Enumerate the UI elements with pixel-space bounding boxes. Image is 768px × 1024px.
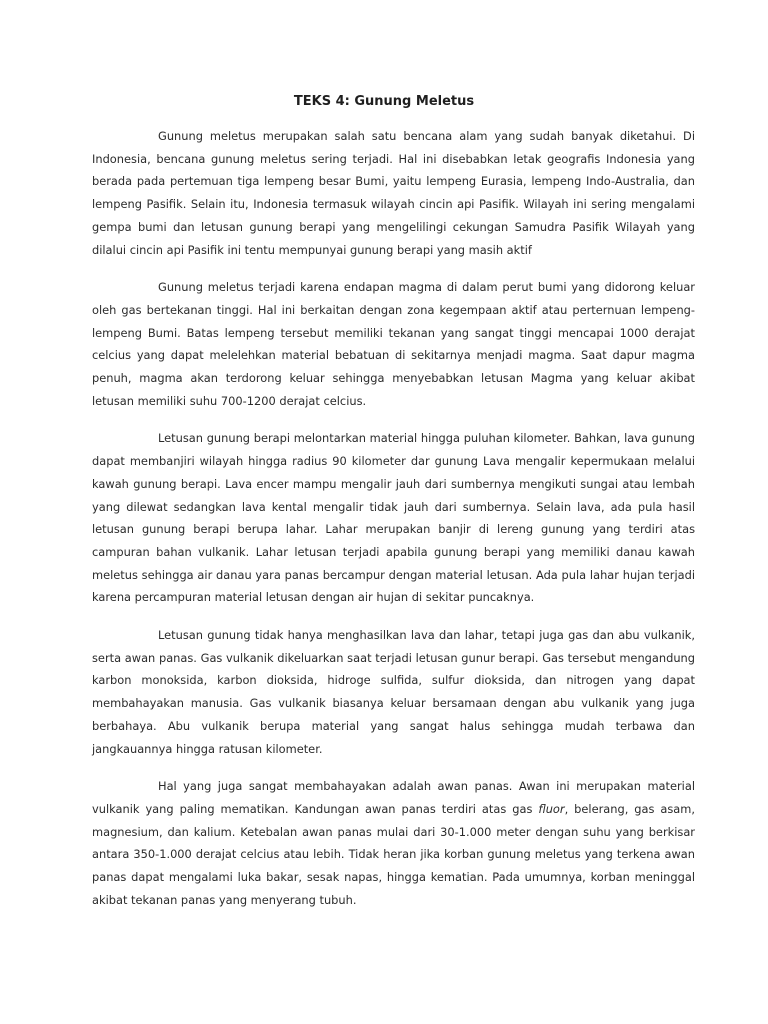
paragraph-5-text-after: , belerang, gas asam, magnesium, dan kalium. Ketebalan awan panas mulai dari 30-1.000 meter dengan suhu yang berkisar antara 350-1.000 derajat celcius atau lebih. Tidak heran jika korban gunung meletus yang terkena awan panas dapat mengalami luka bakar, sesak napas, hingga kematian. Pada umumnya, korban meninggal akibat tekanan panas yang menyerang tubuh. (92, 801, 695, 907)
paragraph-5-text-before: Hal yang juga sangat membahayakan adalah awan panas. Awan ini merupakan material vulkanik yang paling mematikan. Kandungan awan panas terdiri atas gas (92, 779, 695, 816)
paragraph-5-italic-term: fluor (538, 801, 565, 816)
paragraph-3: Letusan gunung berapi melontarkan material hingga puluhan kilometer. Bahkan, lava gunung dapat membanjiri wilayah hingga radius 90 kilometer dar gunung Lava mengalir kepermukaan melalui kawah gunung berapi. Lava encer mampu mengalir jauh dari sumbernya mengikuti sungai atau lembah yang dilewat sedangkan lava kental mengalir tidak jauh dari sumbernya. Selain lava, ada pula hasil letusan gunung berapi berupa lahar. Lahar merupakan banjir di lereng gunung yang terdiri atas campuran bahan vulkanik. Lahar letusan terjadi apabila gunung berapi yang memiliki danau kawah meletus sehingga air danau yara panas bercampur dengan material letusan. Ada pula lahar hujan terjadi karena percampuran material letusan dengan air hujan di sekitar puncaknya. (92, 431, 695, 605)
paragraph-5 (92, 775, 695, 911)
document-title: TEKS 4: Gunung Meletus (293, 94, 475, 109)
document-body (92, 125, 695, 927)
paragraph-1: Gunung meletus merupakan salah satu bencana alam yang sudah banyak diketahui. Di Indonesia, bencana gunung meletus sering terjadi. Hal ini disebabkan letak geografis Indonesia yang berada pada pertemuan tiga lempeng besar Bumi, yaitu lempeng Eurasia, lempeng Indo-Australia, dan lempeng Pasifik. Selain itu, Indonesia termasuk wilayah cincin api Pasifik. Wilayah ini sering mengalami gempa bumi dan letusan gunung berapi yang mengelilingi cekungan Samudra Pasifik Wilayah yang dilalui cincin api Pasifik ini tentu mempunyai gunung berapi yang masih aktif (92, 129, 695, 257)
paragraph-2: Gunung meletus terjadi karena endapan magma di dalam perut bumi yang didorong keluar oleh gas bertekanan tinggi. Hal ini berkaitan dengan zona kegempaan aktif atau perternuan lempeng-lempeng Bumi. Batas lempeng tersebut memiliki tekanan yang sangat tinggi mencapai 1000 derajat celcius yang dapat melelehkan material bebatuan di sekitarnya menjadi magma. Saat dapur magma penuh, magma akan terdorong keluar sehingga menyebabkan letusan Magma yang keluar akibat letusan memiliki suhu 700-1200 derajat celcius. (92, 280, 695, 408)
paragraph-4: Letusan gunung tidak hanya menghasilkan lava dan lahar, tetapi juga gas dan abu vulkanik, serta awan panas. Gas vulkanik dikeluarkan saat terjadi letusan gunur berapi. Gas tersebut mengandung karbon monoksida, karbon dioksida, hidroge sulfida, sulfur dioksida, dan nitrogen yang dapat membahayakan manusia. Gas vulkanik biasanya keluar bersamaan dengan abu vulkanik yang juga berbahaya. Abu vulkanik berupa material yang sangat halus sehingga mudah terbawa dan jangkauannya hingga ratusan kilometer. (92, 628, 695, 756)
